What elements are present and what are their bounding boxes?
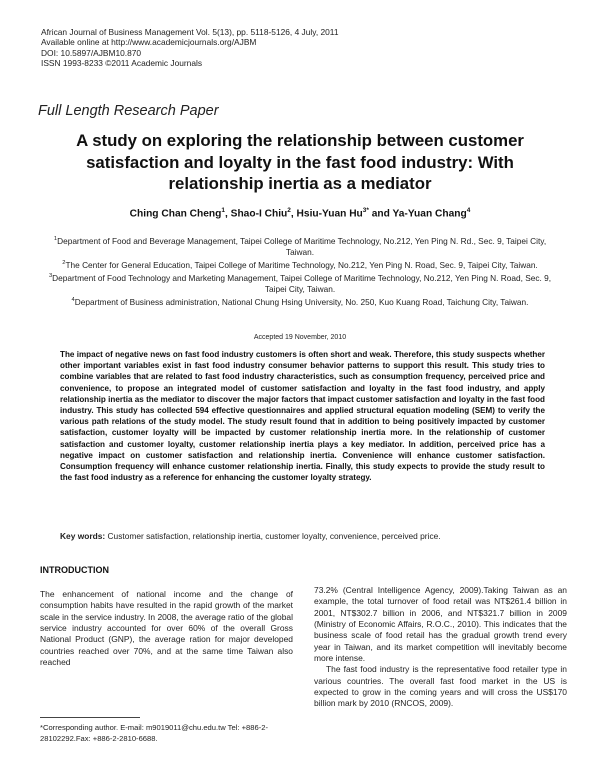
author-name: Ya-Yuan Chang: [392, 208, 467, 220]
intro-paragraph: The enhancement of national income and the change of consumption habits have resulted in the rapid growth of the market scale in the service industry. In 2008, the average ratio of the global service industry accounted for over 60% of the overall Gross National Product (GNP), the average ration for major developed countries reached over 70%, and at the same time Taiwan also reached: [40, 589, 293, 668]
affiliation-text: The Center for General Education, Taipei College of Maritime Technology, No.212, Yen Ping N. Road, Sec. 9, Taipei City, Taiwan.: [65, 259, 538, 270]
author-affiliation-mark: 2: [287, 207, 291, 214]
author-affiliation-mark: 3*: [362, 207, 369, 214]
author-name: Shao-I Chiu: [230, 208, 288, 220]
affiliation-mark: 3: [48, 273, 53, 280]
keywords: [60, 531, 545, 541]
affiliation-mark: 1: [53, 236, 58, 242]
journal-citation: African Journal of Business Management Vol. 5(13), pp. 5118-5126, 4 July, 2011: [41, 27, 339, 37]
affiliations: [45, 234, 555, 308]
affiliation-mark: 4: [71, 297, 75, 304]
author-separator: ,: [290, 208, 297, 220]
author-list: [40, 207, 560, 219]
right-column: [314, 585, 567, 710]
author-affiliation-mark: 1: [221, 207, 225, 214]
affiliation-text: Department of Food Technology and Marketing Management, Taipei College of Maritime Technology, No.212, Yen Ping N. Road, Sec. 9, Taipei City, Taiwan.: [52, 272, 552, 295]
journal-issn: ISSN 1993-8233 ©2011 Academic Journals: [41, 58, 203, 69]
keywords-label: Key words:: [60, 531, 106, 541]
affiliation-mark: 2: [62, 260, 66, 267]
author-separator: ,: [224, 208, 231, 220]
paper-type: Full Length Research Paper: [38, 103, 219, 119]
paper-title: A study on exploring the relationship between customer satisfaction and loyalty in the fast food industry: With relationship inertia as a mediator: [76, 131, 524, 193]
journal-availability: Available online at http://www.academicjournals.org/AJBM: [41, 37, 257, 48]
affiliation-text: Department of Food and Beverage Management, Taipei College of Maritime Technology, No.212, Yen Ping N. Rd., Sec. 9, Taipei City, Taiwan.: [57, 235, 547, 257]
author-separator: and: [368, 208, 393, 220]
affiliation-text: Department of Business administration, National Chung Hsing University, No. 250, Kuo Kuang Road, Taichung City, Taiwan.: [74, 297, 529, 308]
author-affiliation-mark: 4: [466, 207, 471, 214]
footnote-divider: [40, 717, 140, 718]
author-name: Hsiu-Yuan Hu: [296, 208, 363, 220]
keywords-text: Customer satisfaction, relationship inertia, customer loyalty, convenience, perceived price.: [107, 531, 441, 541]
accepted-date: Accepted 19 November, 2010: [253, 334, 347, 341]
journal-doi: DOI: 10.5897/AJBM10.870: [41, 47, 142, 58]
author-name: Ching Chan Cheng: [129, 208, 222, 220]
intro-paragraph: 73.2% (Central Intelligence Agency, 2009).Taking Taiwan as an example, the total turnover of food retail was NT$261.4 billion in 2001, NT$302.7 billion in 2006, and NT$321.7 billion in 2009 (Ministry of Economic Affairs, R.O.C., 2010). This indicates that the business scale of food retail has the gradual growth trend every year in Taiwan, and its market competition will inevitably become more intense.: [314, 585, 567, 664]
affiliation-item: [45, 295, 555, 308]
intro-paragraph: The fast food industry is the representative food retailer type in various countries. The overall fast food market in the US is expected to grow in the coming years and will cross the US$170 billion mark by 2010 (RNCOS, 2009).: [314, 664, 567, 709]
section-heading-introduction: INTRODUCTION: [40, 565, 109, 575]
abstract: The impact of negative news on fast food industry customers is often short and weak. Therefore, this study suspects whether other important variables exist in fast food industry consumer behavior patterns to support this result. This study tries to combine variables that are related to fast food industry characteristics, such as consumption frequency, perceived price and convenience, to propose an integrated model of customer satisfaction and loyalty in the fast food industry, and apply relationship inertia as the mediator to discover the major factors that impact customer satisfaction and loyalty in the fast food industry. This study has collected 594 effective questionnaires and applied structural equation modeling (SEM) to verify the various path relations of the study model. The study result found that in addition to being positively impacted by customer satisfaction, customer loyalty will be impacted by customer relationship inertia more. In the relationship of customer satisfaction and customer loyalty, customer relationship inertia plays a key mediator. In addition, perceived price has a negative impact on customer satisfaction and relationship inertia. Convenience will enhance customer satisfaction. Consumption frequency will enhance customer relationship inertia. Finally, this study expects to provide the study result to the fast food industry as a reference for enhancing the customer loyalty strategy.: [60, 350, 545, 483]
affiliation-item: [45, 234, 555, 258]
affiliation-item: [45, 271, 555, 295]
corresponding-author-footnote: *Corresponding author. E-mail: m9019011@chu.edu.tw Tel: +886-2-28102292.Fax: +886-2-2810-6688.: [40, 723, 268, 743]
affiliation-item: [45, 258, 555, 271]
journal-header: [41, 27, 339, 69]
left-column: [40, 589, 293, 668]
